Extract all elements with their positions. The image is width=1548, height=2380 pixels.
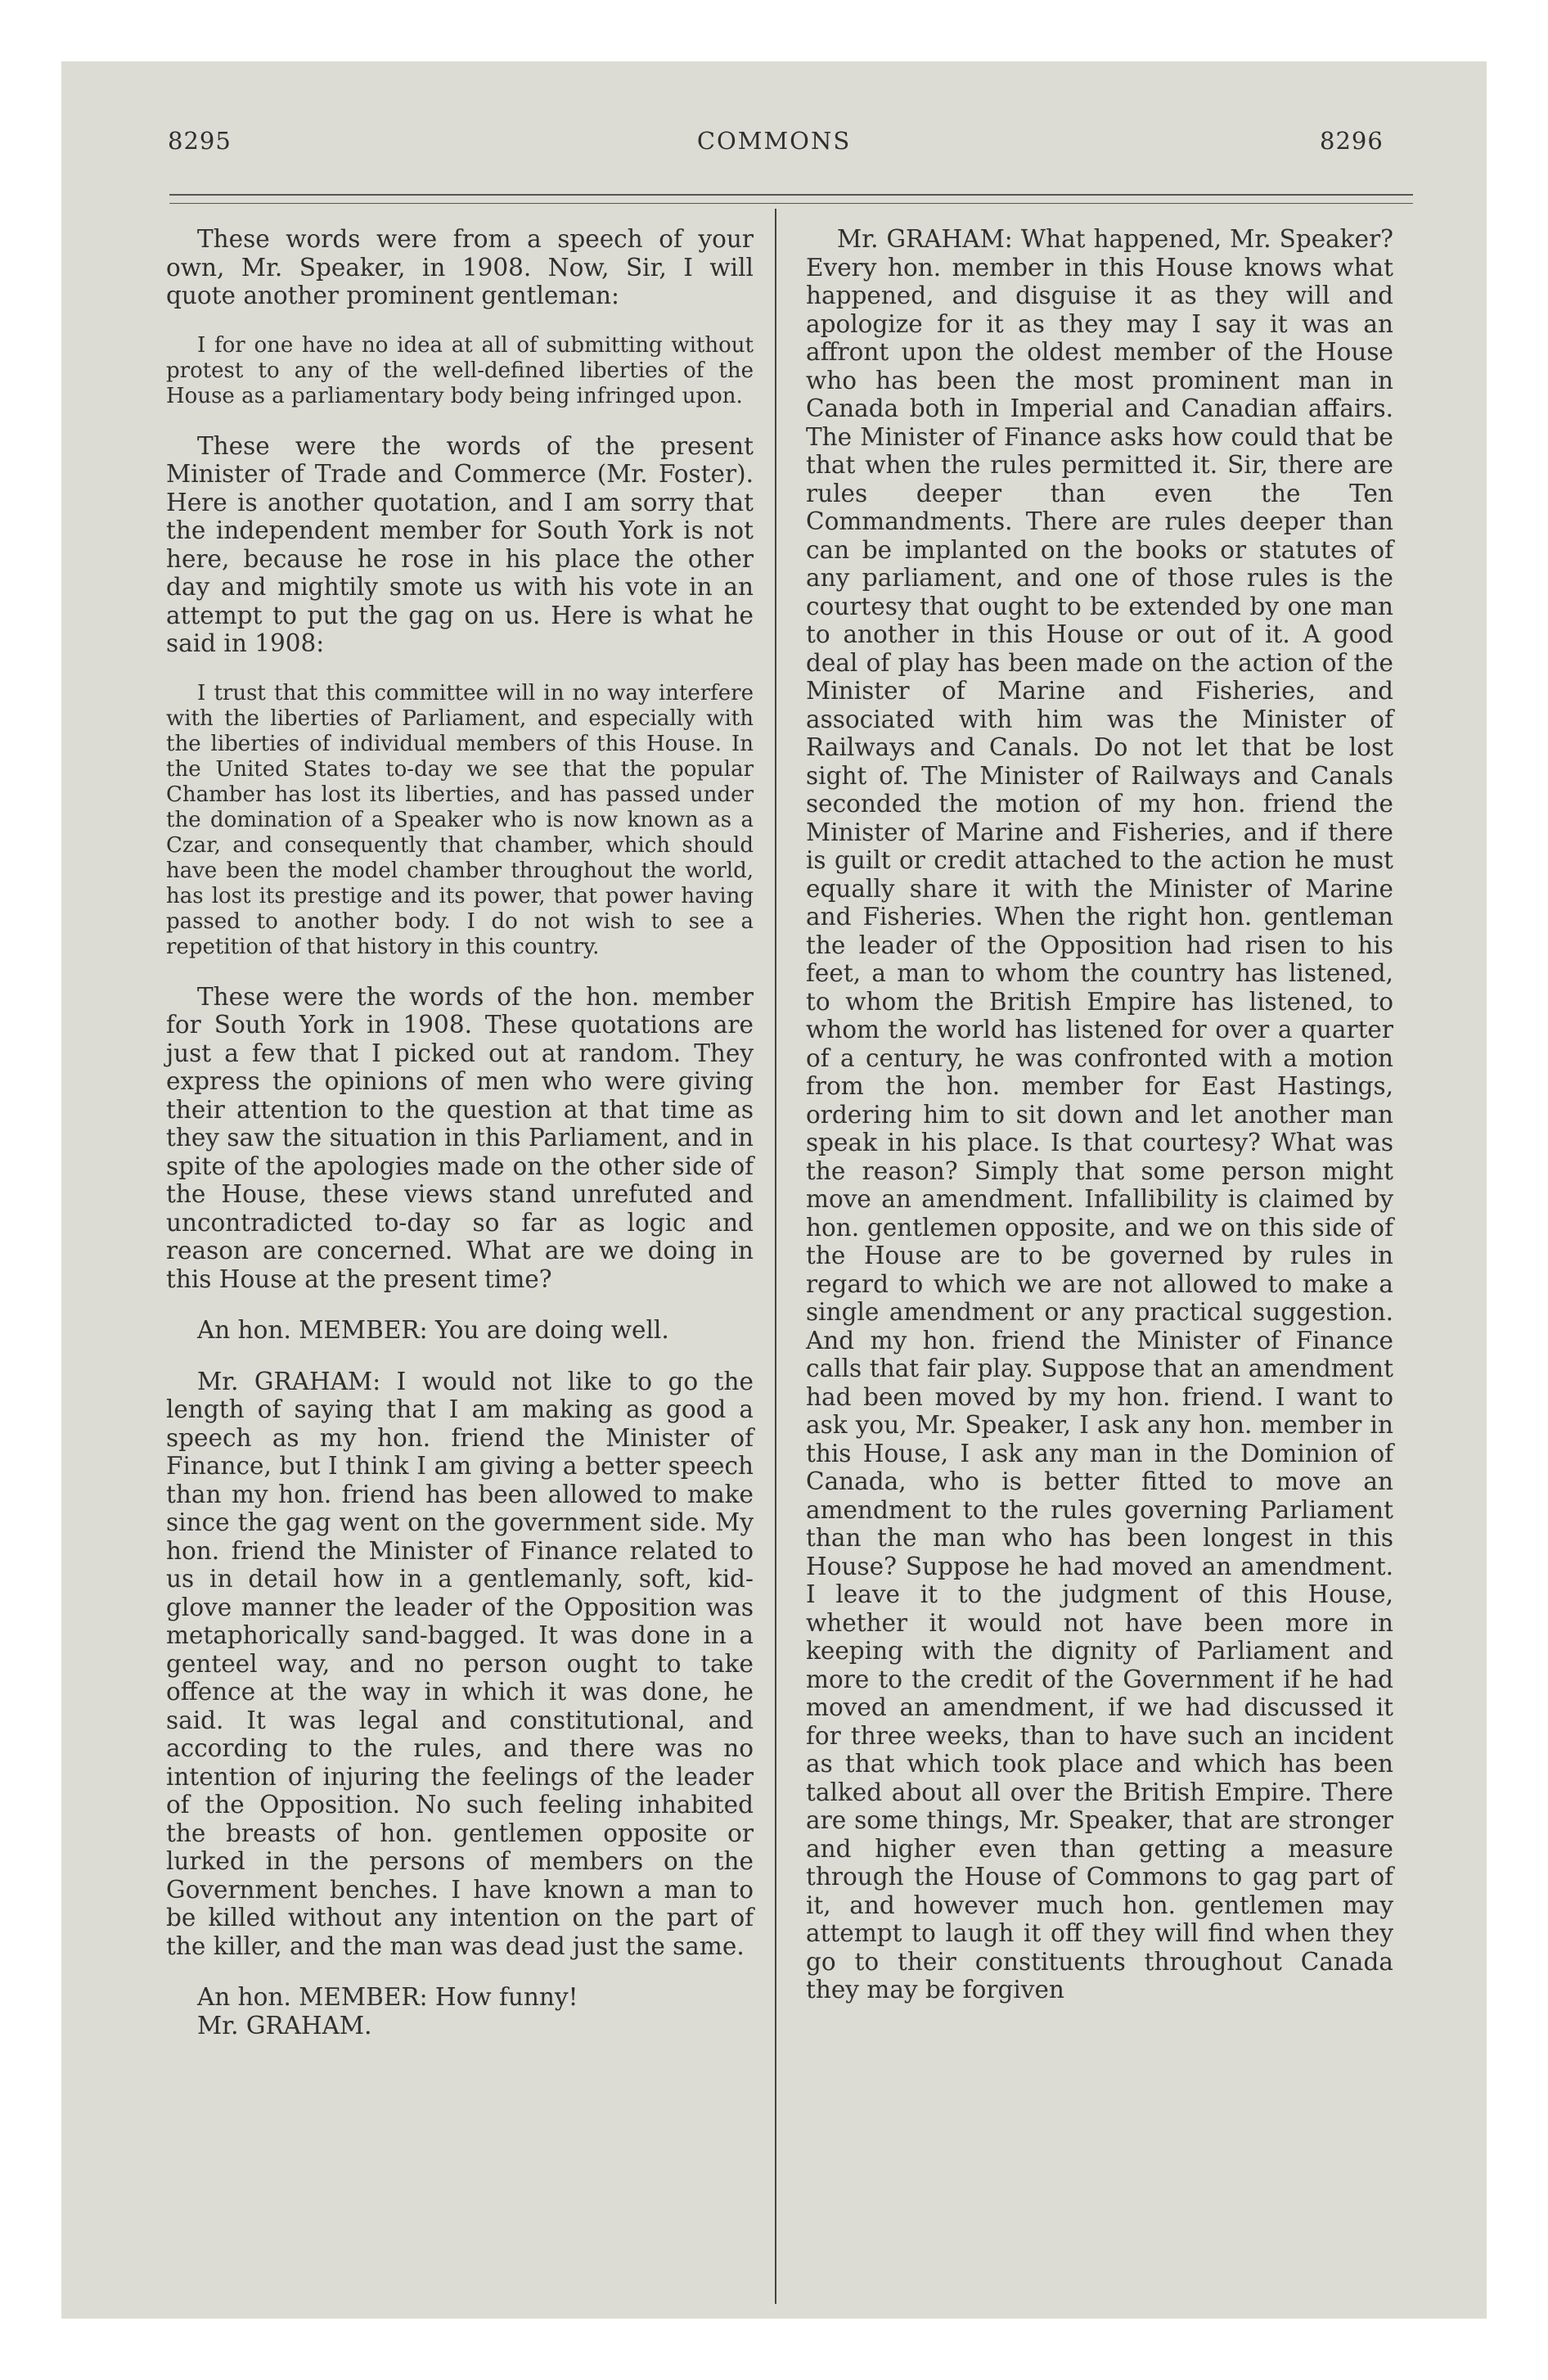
interjection: An hon. MEMBER: You are doing well. [197, 1316, 669, 1344]
paragraph: These words were from a speech of your own, Mr. Speaker, in 1908. Now, Sir, I will quote another prominent gentleman: [166, 225, 754, 309]
speaker-continuation: Mr. GRAHAM. [197, 2011, 372, 2040]
block-quote: I for one have no idea at all of submitting without protest to any of the well-defined liberties of the House as a parliamentary body being infringed upon. [166, 332, 754, 408]
paragraph: Mr. GRAHAM: What happened, Mr. Speaker? Every hon. member in this House knows what happened, and disguise it as they will and apologize for it as they may I say it was an affront upon the oldest member of the House who has been the most prominent man in Canada both in Imperial and Canadian affairs. The Minister of Finance asks how could that be that when the rules permitted it. Sir, there are rules deeper than even the Ten Commandments. There are rules deeper than can be implanted on the books or statutes of any parliament, and one of those rules is the courtesy that ought to be extended by one man to another in this House or out of it. A good deal of play has been made on the action of the Minister of Marine and Fisheries, and associated with him was the Minister of Railways and Canals. Do not let that be lost sight of. The Minister of Railways and Canals seconded the motion of my hon. friend the Minister of Marine and Fisheries, and if there is guilt or credit attached to the action he must equally share it with the Minister of Marine and Fisheries. When the right hon. gentleman the leader of the Opposition had risen to his feet, a man to whom the country has listened, to whom the British Empire has listened, to whom the world has listened for over a quarter of a century, he was confronted with a motion from the hon. member for East Hastings, ordering him to sit down and let another man speak in his place. Is that courtesy? What was the reason? Simply that some person might move an amendment. Infallibility is claimed by hon. gentlemen opposite, and we on this side of the House are to be governed by rules in regard to which we are not allowed to make a single amendment or any practical suggestion. And my hon. friend the Minister of Finance calls that fair play. Suppose that an amendment had been moved by my hon. friend. I want to ask you, Mr. Speaker, I ask any hon. member in this House, I ask any man in the Dominion of Canada, who is better fitted to move an amendment to the rules governing Parliament than the man who has been longest in this House? Suppose he had moved an amendment. I leave it to the judgment of this House, whether it would not have been more in keeping with the dignity of Parliament and more to the credit of the Government if he had moved an amendment, if we had discussed it for three weeks, than to have such an incident as that which took place and which has been talked about all over the British Empire. There are some things, Mr. Speaker, that are stronger and higher even than getting a measure through the House of Commons to gag part of it, and however much hon. gentlemen may attempt to laugh it off they will find when they go to their constituents throughout Canada they may be forgiven [806, 225, 1393, 2004]
page-number-left: 8295 [168, 127, 232, 155]
paragraph: These were the words of the hon. member for South York in 1908. These quotations are just a few that I picked out at random. They express the opinions of men who were giving their attention to the question at that time as they saw the situation in this Parliament, and in spite of the apologies made on the other side of the House, these views stand unrefuted and uncontradicted to-day so far as logic and reason are concerned. What are we doing in this House at the present time? [166, 982, 754, 1293]
running-header-title: COMMONS [696, 127, 852, 155]
header-rule-thin [169, 203, 1413, 204]
paragraph: These were the words of the present Minister of Trade and Commerce (Mr. Foster). Here is another quotation, and I am sorry that the independent member for South York is not here, because he rose in his place the other day and mightily smote us with his vote in an attempt to put the gag on us. Here is what he said in 1908: [166, 431, 754, 657]
paragraph: Mr. GRAHAM: I would not like to go the length of saying that I am making as good a speech as my hon. friend the Minister of Finance, but I think I am giving a better speech than my hon. friend has been allowed to make since the gag went on the government side. My hon. friend the Minister of Finance related to us in detail how in a gentlemanly, soft, kid-glove manner the leader of the Opposition was metaphorically sand-bagged. It was done in a genteel way, and no person ought to take offence at the way in which it was done, he said. It was legal and constitutional, and according to the rules, and there was no intention of injuring the feelings of the leader of the Opposition. No such feeling inhabited the breasts of hon. gentlemen opposite or lurked in the persons of members on the Government benches. I have known a man to be killed without any intention on the part of the killer, and the man was dead just the same. [166, 1367, 754, 1960]
interjection: An hon. MEMBER: How funny! [197, 1983, 578, 2011]
header-rule [169, 194, 1413, 196]
block-quote: I trust that this committee will in no way interfere with the liberties of Parliament, and especially with the liberties of individual members of this House. In the United States to-day we see that the popular Chamber has lost its liberties, and has passed under the domination of a Speaker who is now known as a Czar, and consequently that chamber, which should have been the model chamber throughout the world, has lost its prestige and its power, that power having passed to another body. I do not wish to see a repetition of that history in this country. [166, 680, 754, 959]
column-divider [775, 209, 776, 2304]
right-column [806, 225, 1393, 2027]
hansard-page [61, 61, 1487, 2319]
page-number-right: 8296 [1320, 127, 1384, 155]
left-column [166, 225, 754, 2040]
